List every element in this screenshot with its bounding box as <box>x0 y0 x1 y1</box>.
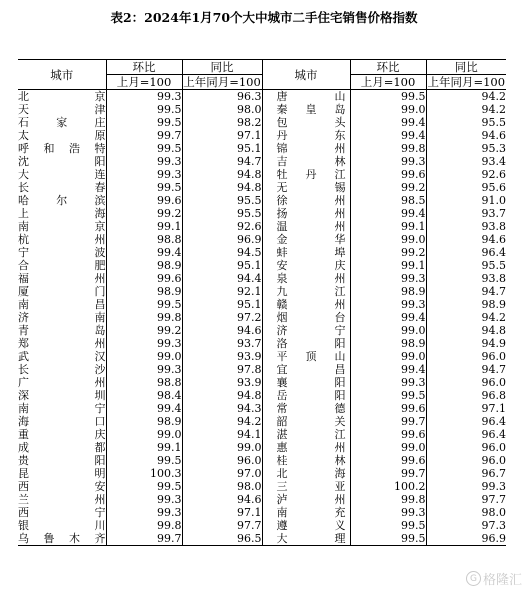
right-city-cell: 九江 <box>262 285 350 298</box>
table-row <box>18 233 506 246</box>
left-mom-cell: 99.5 <box>106 454 182 467</box>
left-city-cell: 郑州 <box>18 337 106 350</box>
right-city-cell: 洛阳 <box>262 337 350 350</box>
right-city-cell: 襄阳 <box>262 376 350 389</box>
right-city-cell: 吉林 <box>262 155 350 168</box>
left-city-cell: 西安 <box>18 480 106 493</box>
left-yoy-cell: 97.8 <box>182 363 262 376</box>
table-row <box>18 532 506 546</box>
left-yoy-cell: 99.0 <box>182 441 262 454</box>
left-yoy-cell: 98.2 <box>182 116 262 129</box>
right-city-cell: 扬州 <box>262 207 350 220</box>
mom-base-header: 上月=100 <box>106 75 182 90</box>
left-mom-cell: 99.2 <box>106 207 182 220</box>
table-row <box>18 519 506 532</box>
right-city-cell: 泸州 <box>262 493 350 506</box>
left-yoy-cell: 98.0 <box>182 480 262 493</box>
left-mom-cell: 99.4 <box>106 246 182 259</box>
left-mom-cell: 99.5 <box>106 142 182 155</box>
right-mom-cell: 98.9 <box>350 285 426 298</box>
right-city-cell: 岳阳 <box>262 389 350 402</box>
right-city-cell: 金华 <box>262 233 350 246</box>
left-yoy-cell: 97.1 <box>182 506 262 519</box>
right-city-cell: 常德 <box>262 402 350 415</box>
right-yoy-cell: 96.0 <box>426 350 506 363</box>
left-mom-cell: 98.4 <box>106 389 182 402</box>
table-row <box>18 285 506 298</box>
mom-header: 环比 <box>350 60 426 75</box>
left-city-cell: 乌鲁木齐 <box>18 532 106 545</box>
left-city-cell: 福州 <box>18 272 106 285</box>
right-yoy-cell: 96.0 <box>426 376 506 389</box>
right-mom-cell: 99.5 <box>350 389 426 402</box>
left-mom-cell: 99.7 <box>106 129 182 142</box>
right-mom-cell: 99.7 <box>350 415 426 428</box>
city-header: 城市 <box>262 60 350 90</box>
table-row <box>18 155 506 168</box>
left-city-cell: 银川 <box>18 519 106 532</box>
left-mom-cell: 99.5 <box>106 116 182 129</box>
table-row <box>18 441 506 454</box>
table-row <box>18 506 506 519</box>
left-mom-cell: 99.3 <box>106 493 182 506</box>
table-row <box>18 246 506 259</box>
right-yoy-cell: 96.4 <box>426 246 506 259</box>
right-yoy-cell: 96.0 <box>426 441 506 454</box>
right-city-cell: 温州 <box>262 220 350 233</box>
right-city-cell: 济宁 <box>262 324 350 337</box>
left-city-cell: 济南 <box>18 311 106 324</box>
right-mom-cell: 99.6 <box>350 402 426 415</box>
right-mom-cell: 99.6 <box>350 454 426 467</box>
left-yoy-cell: 94.4 <box>182 272 262 285</box>
right-yoy-cell: 96.4 <box>426 415 506 428</box>
left-mom-cell: 99.7 <box>106 532 182 546</box>
table-row <box>18 363 506 376</box>
left-yoy-cell: 95.1 <box>182 298 262 311</box>
yoy-base-header: 上年同月=100 <box>427 75 506 89</box>
table-row <box>18 402 506 415</box>
right-yoy-cell: 98.9 <box>426 298 506 311</box>
right-yoy-cell: 94.2 <box>426 90 506 104</box>
table-row <box>18 376 506 389</box>
left-mom-cell: 99.5 <box>106 181 182 194</box>
left-yoy-cell: 95.5 <box>182 194 262 207</box>
right-city-cell: 北海 <box>262 467 350 480</box>
mom-base-header: 上月=100 <box>350 75 426 90</box>
left-yoy-cell: 94.8 <box>182 389 262 402</box>
right-city-cell: 秦皇岛 <box>262 103 350 116</box>
left-mom-cell: 98.9 <box>106 259 182 272</box>
right-city-cell: 无锡 <box>262 181 350 194</box>
right-yoy-cell: 94.7 <box>426 363 506 376</box>
right-mom-cell: 100.2 <box>350 480 426 493</box>
right-mom-cell: 99.5 <box>350 90 426 104</box>
right-mom-cell: 99.2 <box>350 181 426 194</box>
right-mom-cell: 99.3 <box>350 506 426 519</box>
table-title: 表2：2024年1月70个大中城市二手住宅销售价格指数 <box>110 10 418 25</box>
left-city-cell: 杭州 <box>18 233 106 246</box>
right-city-cell: 唐山 <box>262 90 350 104</box>
left-yoy-cell: 94.2 <box>182 415 262 428</box>
left-mom-cell: 99.1 <box>106 220 182 233</box>
left-mom-cell: 99.3 <box>106 337 182 350</box>
left-mom-cell: 98.9 <box>106 285 182 298</box>
table-row <box>18 142 506 155</box>
right-city-cell: 平顶山 <box>262 350 350 363</box>
right-mom-cell: 99.5 <box>350 532 426 546</box>
city-header: 城市 <box>18 60 106 90</box>
table-row <box>18 454 506 467</box>
header-row-top <box>18 60 506 75</box>
left-yoy-cell: 94.6 <box>182 493 262 506</box>
left-yoy-cell: 97.2 <box>182 311 262 324</box>
left-city-cell: 昆明 <box>18 467 106 480</box>
table-row <box>18 428 506 441</box>
left-yoy-cell: 98.0 <box>182 103 262 116</box>
right-city-cell: 烟台 <box>262 311 350 324</box>
left-mom-cell: 99.5 <box>106 480 182 493</box>
left-mom-cell: 99.0 <box>106 350 182 363</box>
right-city-cell: 牡丹江 <box>262 168 350 181</box>
left-yoy-cell: 95.1 <box>182 259 262 272</box>
left-yoy-cell: 92.1 <box>182 285 262 298</box>
left-yoy-cell: 93.9 <box>182 350 262 363</box>
left-yoy-cell: 94.3 <box>182 402 262 415</box>
left-mom-cell: 99.8 <box>106 311 182 324</box>
left-city-cell: 南宁 <box>18 402 106 415</box>
table-row <box>18 467 506 480</box>
right-city-cell: 徐州 <box>262 194 350 207</box>
left-mom-cell: 99.1 <box>106 441 182 454</box>
right-city-cell: 安庆 <box>262 259 350 272</box>
right-yoy-cell: 97.3 <box>426 519 506 532</box>
left-city-cell: 沈阳 <box>18 155 106 168</box>
left-city-cell: 海口 <box>18 415 106 428</box>
right-mom-cell: 99.0 <box>350 441 426 454</box>
watermark-logo-icon: G <box>466 571 481 586</box>
table-row <box>18 168 506 181</box>
right-mom-cell: 99.6 <box>350 428 426 441</box>
right-mom-cell: 98.9 <box>350 337 426 350</box>
right-mom-cell: 99.2 <box>350 246 426 259</box>
table-row <box>18 350 506 363</box>
right-yoy-cell: 91.0 <box>426 194 506 207</box>
left-yoy-cell: 94.6 <box>182 324 262 337</box>
right-yoy-cell: 94.2 <box>426 311 506 324</box>
left-city-cell: 南昌 <box>18 298 106 311</box>
table-row <box>18 298 506 311</box>
right-yoy-cell: 94.2 <box>426 103 506 116</box>
left-mom-cell: 99.4 <box>106 402 182 415</box>
right-city-cell: 宜昌 <box>262 363 350 376</box>
right-mom-cell: 99.0 <box>350 233 426 246</box>
left-city-cell: 重庆 <box>18 428 106 441</box>
right-city-cell: 惠州 <box>262 441 350 454</box>
right-mom-cell: 99.0 <box>350 103 426 116</box>
left-city-cell: 合肥 <box>18 259 106 272</box>
right-mom-cell: 99.3 <box>350 155 426 168</box>
left-city-cell: 宁波 <box>18 246 106 259</box>
table-row <box>18 415 506 428</box>
table-row <box>18 207 506 220</box>
left-city-cell: 大连 <box>18 168 106 181</box>
table-row <box>18 116 506 129</box>
table-row <box>18 129 506 142</box>
left-city-cell: 兰州 <box>18 493 106 506</box>
left-city-cell: 哈尔滨 <box>18 194 106 207</box>
left-city-cell: 长沙 <box>18 363 106 376</box>
right-mom-cell: 99.0 <box>350 324 426 337</box>
right-yoy-cell: 97.7 <box>426 493 506 506</box>
table-row <box>18 337 506 350</box>
watermark <box>466 569 522 588</box>
right-city-cell: 大理 <box>262 532 350 546</box>
right-city-cell: 蚌埠 <box>262 246 350 259</box>
left-yoy-cell: 96.5 <box>182 532 262 546</box>
left-mom-cell: 100.3 <box>106 467 182 480</box>
left-yoy-cell: 94.8 <box>182 181 262 194</box>
mom-header: 环比 <box>106 60 182 75</box>
right-mom-cell: 99.4 <box>350 129 426 142</box>
right-mom-cell: 99.3 <box>350 376 426 389</box>
left-city-cell: 长春 <box>18 181 106 194</box>
left-yoy-cell: 97.0 <box>182 467 262 480</box>
left-mom-cell: 99.3 <box>106 363 182 376</box>
left-mom-cell: 99.5 <box>106 298 182 311</box>
right-city-cell: 湛江 <box>262 428 350 441</box>
left-mom-cell: 99.3 <box>106 155 182 168</box>
left-city-cell: 西宁 <box>18 506 106 519</box>
right-city-cell: 三亚 <box>262 480 350 493</box>
left-yoy-cell: 95.5 <box>182 207 262 220</box>
left-yoy-cell: 96.3 <box>182 90 262 104</box>
left-yoy-cell: 94.1 <box>182 428 262 441</box>
left-yoy-cell: 97.7 <box>182 519 262 532</box>
right-city-cell: 泉州 <box>262 272 350 285</box>
right-yoy-cell: 96.9 <box>426 532 506 546</box>
right-mom-cell: 99.3 <box>350 272 426 285</box>
watermark-text: 格隆汇 <box>482 573 522 588</box>
table-row <box>18 324 506 337</box>
right-yoy-cell: 94.6 <box>426 129 506 142</box>
right-mom-cell: 99.6 <box>350 168 426 181</box>
left-mom-cell: 99.2 <box>106 324 182 337</box>
left-mom-cell: 99.3 <box>106 506 182 519</box>
left-yoy-cell: 93.7 <box>182 337 262 350</box>
left-yoy-cell: 94.5 <box>182 246 262 259</box>
left-city-cell: 呼和浩特 <box>18 142 106 155</box>
right-mom-cell: 99.3 <box>350 298 426 311</box>
right-yoy-cell: 96.0 <box>426 454 506 467</box>
right-yoy-cell: 94.8 <box>426 324 506 337</box>
left-mom-cell: 99.5 <box>106 103 182 116</box>
right-yoy-cell: 92.6 <box>426 168 506 181</box>
right-yoy-cell: 97.1 <box>426 402 506 415</box>
left-city-cell: 南京 <box>18 220 106 233</box>
table-row <box>18 493 506 506</box>
yoy-header: 同比 <box>426 60 506 75</box>
left-city-cell: 厦门 <box>18 285 106 298</box>
left-yoy-cell: 92.6 <box>182 220 262 233</box>
left-city-cell: 上海 <box>18 207 106 220</box>
left-mom-cell: 99.6 <box>106 272 182 285</box>
right-yoy-cell: 96.7 <box>426 467 506 480</box>
right-yoy-cell: 93.8 <box>426 272 506 285</box>
right-yoy-cell: 98.0 <box>426 506 506 519</box>
right-yoy-cell: 95.6 <box>426 181 506 194</box>
right-city-cell: 锦州 <box>262 142 350 155</box>
table-row <box>18 103 506 116</box>
right-mom-cell: 99.5 <box>350 519 426 532</box>
right-yoy-cell: 93.4 <box>426 155 506 168</box>
left-yoy-cell: 94.7 <box>182 155 262 168</box>
right-mom-cell: 99.8 <box>350 142 426 155</box>
right-yoy-cell: 93.7 <box>426 207 506 220</box>
table-row <box>18 311 506 324</box>
left-yoy-cell: 96.9 <box>182 233 262 246</box>
left-city-cell: 武汉 <box>18 350 106 363</box>
table-row <box>18 480 506 493</box>
right-yoy-cell: 95.5 <box>426 259 506 272</box>
table-row <box>18 272 506 285</box>
left-city-cell: 贵阳 <box>18 454 106 467</box>
right-mom-cell: 99.4 <box>350 207 426 220</box>
left-yoy-cell: 94.8 <box>182 168 262 181</box>
right-yoy-cell: 99.3 <box>426 480 506 493</box>
right-mom-cell: 99.1 <box>350 220 426 233</box>
right-mom-cell: 99.1 <box>350 259 426 272</box>
right-yoy-cell: 94.6 <box>426 233 506 246</box>
right-yoy-cell: 93.8 <box>426 220 506 233</box>
left-city-cell: 天津 <box>18 103 106 116</box>
left-city-cell: 青岛 <box>18 324 106 337</box>
left-city-cell: 太原 <box>18 129 106 142</box>
left-mom-cell: 98.9 <box>106 415 182 428</box>
right-yoy-cell: 96.4 <box>426 428 506 441</box>
right-yoy-cell: 94.7 <box>426 285 506 298</box>
right-yoy-cell: 96.8 <box>426 389 506 402</box>
left-city-cell: 成都 <box>18 441 106 454</box>
right-mom-cell: 99.4 <box>350 116 426 129</box>
table-row <box>18 194 506 207</box>
right-city-cell: 遵义 <box>262 519 350 532</box>
right-yoy-cell: 95.3 <box>426 142 506 155</box>
left-city-cell: 深圳 <box>18 389 106 402</box>
left-yoy-cell: 95.1 <box>182 142 262 155</box>
table-body <box>18 90 506 546</box>
left-city-cell: 石家庄 <box>18 116 106 129</box>
left-mom-cell: 99.3 <box>106 90 182 104</box>
left-city-cell: 广州 <box>18 376 106 389</box>
left-mom-cell: 99.0 <box>106 428 182 441</box>
price-index-table <box>18 59 506 546</box>
left-city-cell: 北京 <box>18 89 106 103</box>
yoy-base-header: 上年同月=100 <box>183 75 261 89</box>
table-row <box>18 259 506 272</box>
right-city-cell: 韶关 <box>262 415 350 428</box>
left-mom-cell: 98.8 <box>106 233 182 246</box>
right-mom-cell: 99.8 <box>350 493 426 506</box>
right-yoy-cell: 95.5 <box>426 116 506 129</box>
left-yoy-cell: 96.0 <box>182 454 262 467</box>
left-mom-cell: 99.8 <box>106 519 182 532</box>
left-mom-cell: 98.8 <box>106 376 182 389</box>
right-mom-cell: 99.7 <box>350 467 426 480</box>
right-city-cell: 赣州 <box>262 298 350 311</box>
right-city-cell: 包头 <box>262 116 350 129</box>
right-yoy-cell: 94.9 <box>426 337 506 350</box>
left-yoy-cell: 93.9 <box>182 376 262 389</box>
left-mom-cell: 99.6 <box>106 194 182 207</box>
right-city-cell: 丹东 <box>262 129 350 142</box>
table-row <box>18 181 506 194</box>
right-mom-cell: 99.0 <box>350 350 426 363</box>
right-city-cell: 桂林 <box>262 454 350 467</box>
left-mom-cell: 99.3 <box>106 168 182 181</box>
right-mom-cell: 98.5 <box>350 194 426 207</box>
right-mom-cell: 99.4 <box>350 363 426 376</box>
right-city-cell: 南充 <box>262 506 350 519</box>
table-row <box>18 220 506 233</box>
right-mom-cell: 99.4 <box>350 311 426 324</box>
table-row <box>18 389 506 402</box>
left-yoy-cell: 97.1 <box>182 129 262 142</box>
table-row <box>18 90 506 104</box>
yoy-header: 同比 <box>182 60 262 75</box>
